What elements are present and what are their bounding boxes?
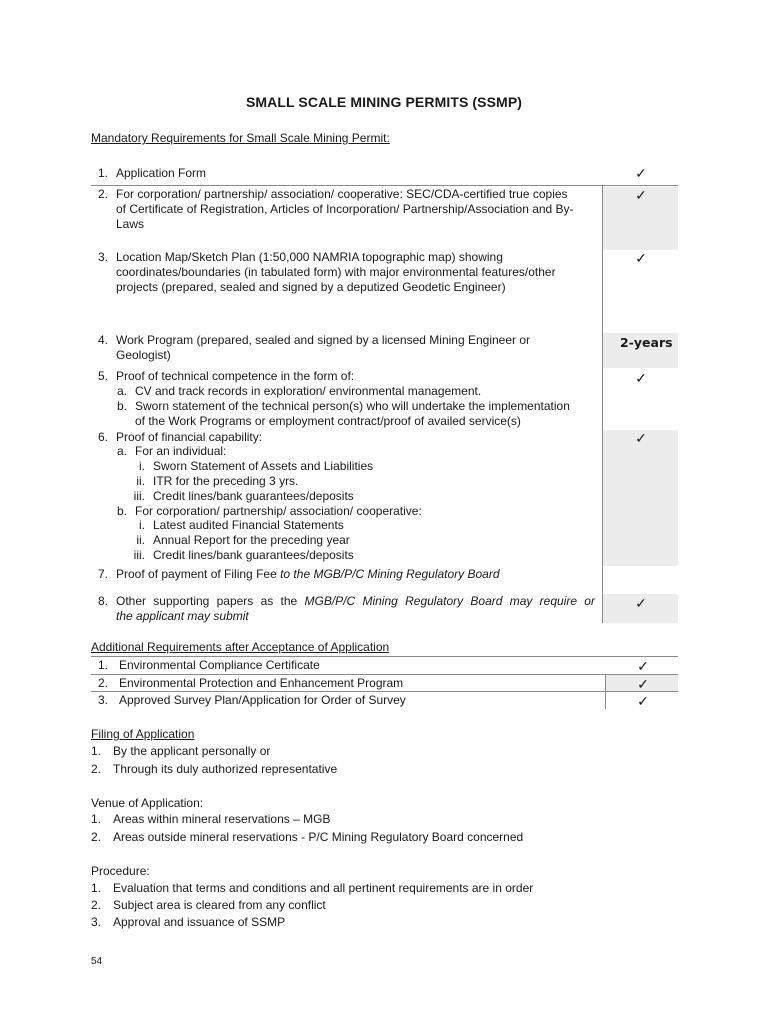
requirement-text: Approved Survey Plan/Application for Order of Survey [119,693,406,707]
table-column-divider [605,674,606,709]
table-divider [91,691,678,692]
requirement-text: Application Form [116,166,207,180]
roman-numeral: iii. [133,489,145,503]
mandatory-heading: Mandatory Requirements for Small Scale Mining Permit: [91,131,390,145]
requirement-text: Environmental Compliance Certificate [119,658,320,672]
requirement-text: Other supporting papers as the MGB/P/C Mining Regulatory Board may require or [116,594,595,608]
venue-item: Areas outside mineral reservations - P/C Mining Regulatory Board concerned [113,830,524,844]
requirement-text: ITR for the preceding 3 yrs. [153,474,299,488]
requirement-text: For corporation/ partnership/ association/ cooperative: SEC/CDA-certified true copies [116,187,568,201]
list-number: 3. [91,915,102,929]
list-number: 1. [91,744,102,758]
roman-numeral: ii. [136,533,145,547]
check-mark-icon: ✓ [635,595,647,611]
requirement-text: For corporation/ partnership/ association/ cooperative: [135,504,422,518]
requirement-text: Latest audited Financial Statements [153,518,344,532]
requirement-text: Environmental Protection and Enhancement Program [119,676,404,690]
requirement-text: of the Work Programs or employment contract/proof of availed service(s) [135,414,521,428]
requirement-text: Credit lines/bank guarantees/deposits [153,548,354,562]
list-number: 2. [97,676,108,690]
list-number: 8. [97,594,108,608]
list-number: 2. [91,830,102,844]
requirement-text: the applicant may submit [116,609,249,623]
page-title: SMALL SCALE MINING PERMITS (SSMP) [245,94,523,110]
sub-list-letter: b. [116,399,127,413]
check-mark-icon: ✓ [635,187,647,203]
sub-list-letter: a. [116,384,127,398]
table-divider [91,656,678,657]
filing-item: By the applicant personally or [113,744,271,758]
requirement-text: Sworn Statement of Assets and Liabilities [153,459,374,473]
list-number: 3. [97,250,108,264]
venue-heading: Venue of Application: [91,796,204,810]
list-number: 7. [97,567,108,581]
requirement-text: Geologist) [116,348,171,362]
list-number: 2. [91,898,102,912]
page-number: 54 [91,956,103,967]
requirement-text: Proof of financial capability: [116,430,263,444]
table-divider [91,674,678,675]
roman-numeral: iii. [133,548,145,562]
sub-list-letter: b. [116,504,127,518]
check-mark-icon: ✓ [635,430,647,446]
roman-numeral: ii. [136,474,145,488]
check-mark-icon: ✓ [637,693,649,709]
check-cell-shade-6 [602,430,678,566]
list-number: 3. [97,693,108,707]
list-number: 4. [97,333,108,347]
requirement-text: Annual Report for the preceding year [153,533,350,547]
check-mark-icon: ✓ [635,250,647,266]
additional-heading: Additional Requirements after Acceptance of Application [91,640,390,654]
filing-heading: Filing of Application [91,727,195,741]
procedure-item: Subject area is cleared from any conflict [113,898,326,912]
requirement-text: of Certificate of Registration, Articles of Incorporation/ Partnership/Association and By- [116,202,574,216]
table-column-divider [602,185,603,623]
venue-item: Areas within mineral reservations – MGB [113,812,331,826]
table-divider [91,185,678,186]
requirement-text: Laws [116,217,145,231]
check-mark-icon: ✓ [635,370,647,386]
procedure-heading: Procedure: [91,864,150,878]
requirement-text: Location Map/Sketch Plan (1:50,000 NAMRIA topographic map) showing [116,250,503,264]
list-number: 5. [97,369,108,383]
roman-numeral: i. [139,518,145,532]
list-number: 1. [91,881,102,895]
requirement-text: Work Program (prepared, sealed and signed by a licensed Mining Engineer or [116,333,531,347]
filing-item: Through its duly authorized representative [113,762,338,776]
check-mark-icon: ✓ [637,676,649,692]
list-number: 1. [97,658,108,672]
check-mark-icon: ✓ [637,658,649,674]
sub-list-letter: a. [116,444,127,458]
requirement-text: For an individual: [135,444,227,458]
requirement-text: CV and track records in exploration/ environmental management. [135,384,482,398]
requirement-text: coordinates/boundaries (in tabulated form) with major environmental features/other [116,265,556,279]
roman-numeral: i. [139,459,145,473]
procedure-item: Evaluation that terms and conditions and all pertinent requirements are in order [113,881,534,895]
check-mark-icon: ✓ [635,165,647,181]
requirement-text: Proof of payment of Filing Fee to the MGB/P/C Mining Regulatory Board [116,567,500,581]
list-number: 2. [97,187,108,201]
list-number: 6. [97,430,108,444]
requirement-text: Sworn statement of the technical person(s) who will undertake the implementation [135,399,570,413]
procedure-item: Approval and issuance of SSMP [113,915,286,929]
list-number: 1. [91,812,102,826]
duration-badge: 2-years [620,335,673,350]
list-number: 2. [91,762,102,776]
list-number: 1. [97,166,108,180]
requirement-text: Proof of technical competence in the form of: [116,369,355,383]
requirement-text: projects (prepared, sealed and signed by a deputized Geodetic Engineer) [116,280,506,294]
requirement-text: Credit lines/bank guarantees/deposits [153,489,354,503]
